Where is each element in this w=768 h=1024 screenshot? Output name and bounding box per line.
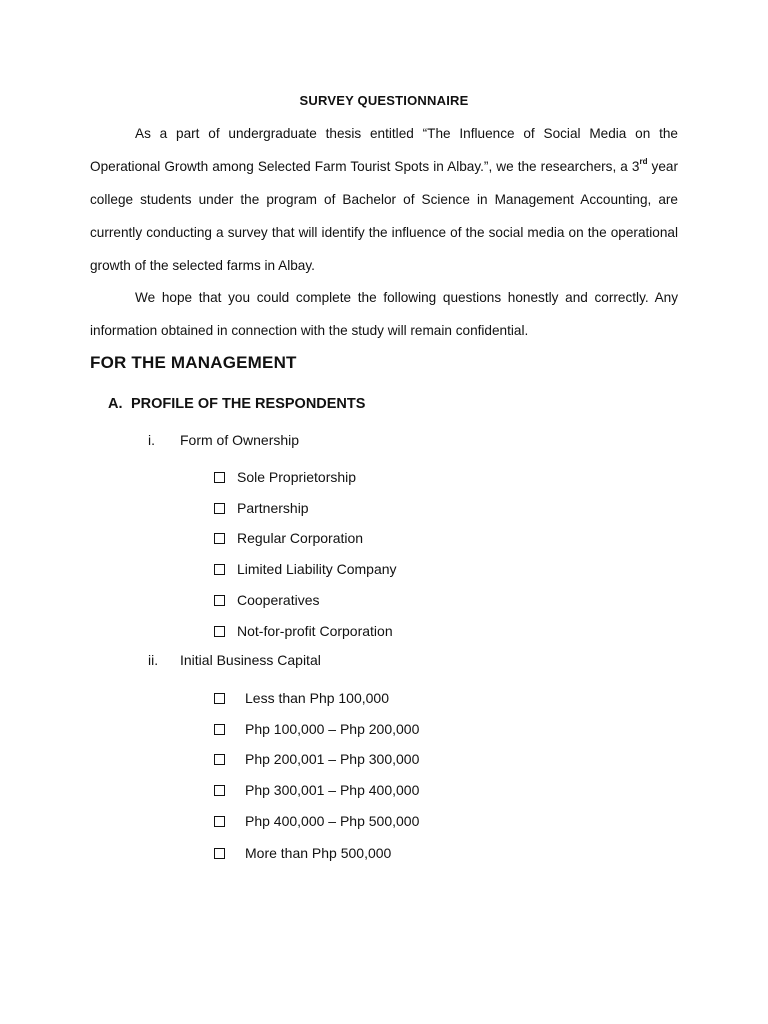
option-label: Limited Liability Company [237, 561, 397, 577]
request-text: We hope that you could complete the following questions honestly and correctly. Any information obtained in connection with the study will remain confidential. [90, 290, 678, 338]
question-number: ii. [148, 652, 159, 668]
option-label: Not-for-profit Corporation [237, 623, 393, 639]
intro-text-part-1: As a part of undergraduate thesis entitled “The Influence of Social Media on the Operational Growth among Selected Farm Tourist Spots in Albay.”, we the researchers, a 3 [90, 126, 678, 174]
option-label: Less than Php 100,000 [245, 690, 390, 706]
question-initial-business-capital [148, 652, 321, 668]
checkbox[interactable] [214, 533, 225, 544]
document-title: SURVEY QUESTIONNAIRE [299, 93, 469, 108]
option-label: Partnership [237, 500, 309, 516]
option-label: Sole Proprietorship [237, 469, 357, 485]
checkbox[interactable] [214, 564, 225, 575]
option-label: Cooperatives [237, 592, 320, 608]
intro-paragraph [90, 117, 678, 282]
ordinal-suffix: rd [639, 157, 648, 166]
option-label: More than Php 500,000 [245, 845, 392, 861]
checkbox[interactable] [214, 693, 225, 704]
question-number: i. [148, 432, 155, 448]
option-label: Php 200,001 – Php 300,000 [245, 751, 420, 767]
checkbox[interactable] [214, 626, 225, 637]
checkbox[interactable] [214, 595, 225, 606]
subsection-heading [108, 396, 365, 412]
subsection-letter: A. [108, 396, 123, 412]
option-label: Php 300,001 – Php 400,000 [245, 782, 420, 798]
checkbox[interactable] [214, 754, 225, 765]
checkbox[interactable] [214, 816, 225, 827]
checkbox[interactable] [214, 472, 225, 483]
option-label: Regular Corporation [237, 530, 364, 546]
checkbox[interactable] [214, 503, 225, 514]
section-heading: FOR THE MANAGEMENT [90, 353, 297, 372]
checkbox[interactable] [214, 848, 225, 859]
option-label: Php 100,000 – Php 200,000 [245, 721, 420, 737]
question-form-of-ownership [148, 432, 299, 448]
checkbox[interactable] [214, 785, 225, 796]
intro-text-part-2: year college students under the program of Bachelor of Science in Management Accounting, are currently conducting a survey that will identify the influence of the social media on the operational growth of the selected farms in Albay. [90, 159, 678, 273]
question-label: Form of Ownership [180, 432, 300, 448]
checkbox[interactable] [214, 724, 225, 735]
subsection-label: PROFILE OF THE RESPONDENTS [131, 396, 366, 412]
question-label: Initial Business Capital [180, 652, 321, 668]
request-paragraph [90, 281, 678, 347]
option-label: Php 400,000 – Php 500,000 [245, 813, 420, 829]
